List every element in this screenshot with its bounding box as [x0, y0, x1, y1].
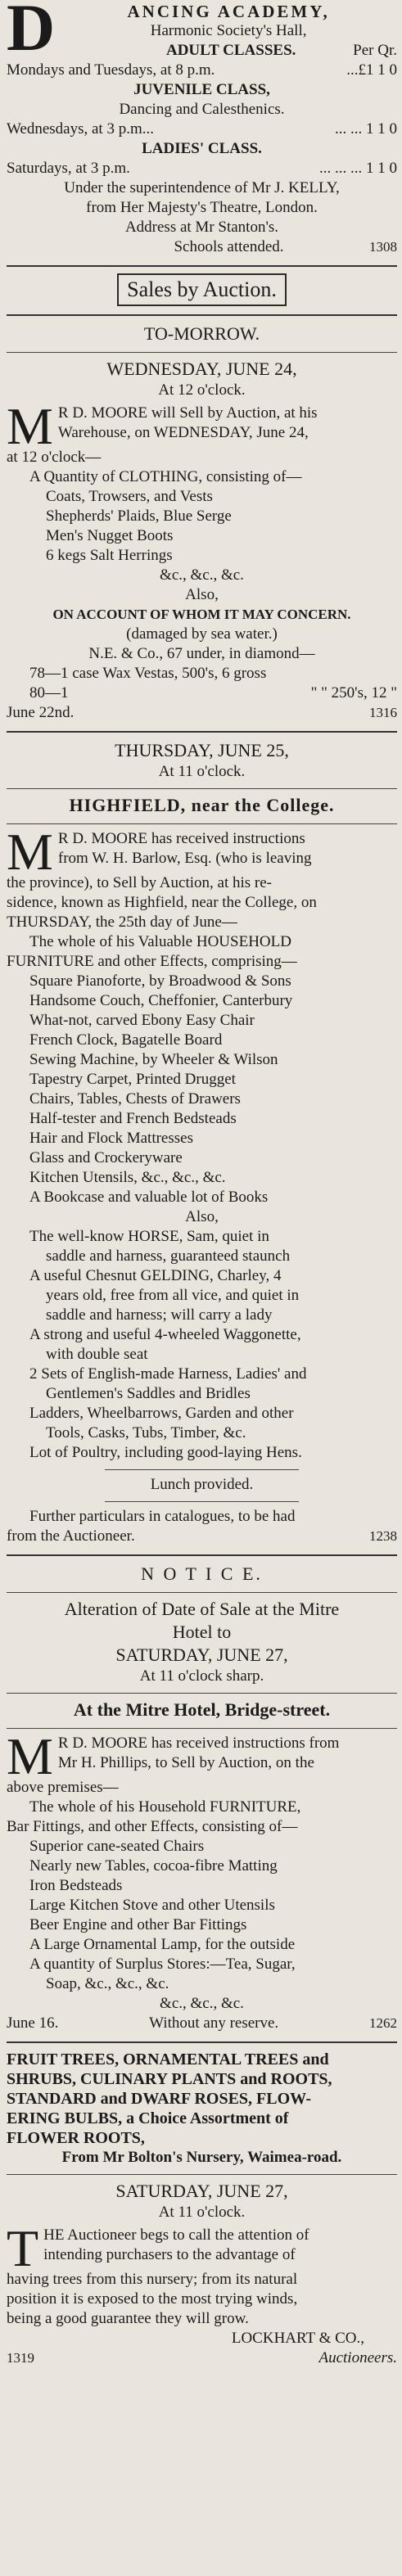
further-line: Further particulars in catalogues, to be had [29, 1508, 296, 1525]
divider [7, 1554, 397, 1556]
divider [7, 1693, 397, 1694]
item: saddle and harness, guaranteed staunch [46, 1247, 291, 1265]
divider [7, 731, 397, 733]
lunch: Lunch provided. [150, 1476, 254, 1493]
item: Chairs, Tables, Chests of Drawers [29, 1090, 241, 1108]
quantity-line: A Quantity of CLOTHING, consisting of— [29, 468, 302, 485]
fruit-time: At 11 o'clock. [158, 2204, 246, 2221]
fruit-trees-ad [7, 2050, 397, 2368]
item: Handsome Couch, Cheffonier, Canterbury [29, 992, 293, 1009]
alteration-line: Alteration of Date of Sale at the Mitre [64, 1599, 340, 1619]
thursday-ad [7, 739, 397, 1546]
superintendence: Under the superintendence of Mr J. KELLY, [64, 179, 340, 196]
case-line: 80—1 [29, 684, 69, 702]
theatre: from Her Majesty's Theatre, London. [86, 199, 318, 216]
auction-header: Sales by Auction. [117, 273, 287, 306]
intro-line: R D. MOORE has received instructions [57, 830, 305, 847]
tomorrow-time: At 12 o'clock. [158, 381, 246, 399]
item: Men's Nugget Boots [46, 527, 174, 544]
whole-line: FURNITURE and other Effects, comprising— [7, 953, 297, 970]
item: Kitchen Utensils, &c., &c., &c. [29, 1169, 226, 1186]
etc: &c., &c., &c. [160, 566, 244, 584]
per-qr: Per Qr. [353, 42, 397, 59]
item: Ladders, Wheelbarrows, Garden and other [29, 1405, 294, 1422]
fruit-line: FRUIT TREES, ORNAMENTAL TREES and [7, 2050, 329, 2068]
hall: Harmonic Society's Hall, [150, 22, 307, 39]
drop-cap: M [7, 397, 53, 455]
ad-number: 1316 [369, 705, 397, 720]
item: years old, free from all vice, and quiet in [46, 1287, 300, 1304]
ad-title: ANCING ACADEMY, [127, 2, 330, 21]
ladies-price: ... ... ... 1 1 0 [319, 160, 397, 177]
item: Tools, Casks, Tubs, Timber, &c. [46, 1424, 246, 1441]
marks: N.E. & Co., 67 under, in diamond— [88, 645, 315, 662]
dancing-academy-ad [7, 2, 397, 257]
divider [7, 352, 397, 353]
ladies-line: Saturdays, at 3 p.m. [7, 160, 130, 177]
item: Tapestry Carpet, Printed Drugget [29, 1071, 236, 1088]
divider [7, 788, 397, 789]
signature: LOCKHART & CO., [231, 2330, 364, 2347]
ad-number: 1319 [7, 2350, 34, 2366]
adult-price: ...£1 1 0 [346, 61, 397, 79]
intro-line: above premises— [7, 1779, 119, 1796]
intro-line: Mr H. Phillips, to Sell by Auction, on the [57, 1754, 314, 1771]
item: Lot of Poultry, including good-laying Hens. [29, 1444, 302, 1461]
ladies-head: LADIES' CLASS. [142, 140, 262, 157]
divider [7, 2174, 397, 2175]
fruit-line: STANDARD and DWARF ROSES, FLOW- [7, 2090, 312, 2108]
dateline: June 16. [7, 2014, 59, 2032]
notice-ad [7, 1563, 397, 2033]
tomorrow-date: WEDNESDAY, JUNE 24, [106, 359, 297, 379]
divider [7, 265, 397, 267]
notice-place: At the Mitre Hotel, Bridge-street. [73, 1699, 331, 1720]
intro-line: R D. MOORE will Sell by Auction, at his [57, 404, 318, 422]
intro-line: Warehouse, on WEDNESDAY, June 24, [57, 424, 309, 441]
item: What-not, carved Ebony Easy Chair [29, 1012, 255, 1029]
divider [7, 1592, 397, 1593]
item: Beer Engine and other Bar Fittings [29, 1916, 247, 1933]
item: Large Kitchen Stove and other Utensils [29, 1897, 275, 1914]
intro-line: THURSDAY, the 25th day of June— [7, 914, 237, 931]
item: Nearly new Tables, cocoa-fibre Matting [29, 1857, 278, 1874]
item: A strong and useful 4-wheeled Waggonette, [29, 1326, 301, 1343]
item: saddle and harness; will carry a lady [46, 1306, 273, 1324]
intro-line: sidence, known as Highfield, near the College, on [7, 894, 317, 911]
item: Gentlemen's Saddles and Bridles [46, 1385, 251, 1402]
fruit-line: SHRUBS, CULINARY PLANTS and ROOTS, [7, 2070, 332, 2088]
divider [105, 1501, 299, 1502]
intro-line: R D. MOORE has received instructions from [57, 1735, 340, 1752]
auction-header-wrap [7, 273, 397, 306]
juvenile-price: ... ... 1 1 0 [335, 120, 397, 138]
divider [7, 823, 397, 824]
schools: Schools attended. [174, 238, 284, 255]
item: Shepherds' Plaids, Blue Serge [46, 508, 232, 525]
whole-line: The whole of his Household FURNITURE, [29, 1798, 301, 1816]
item: The well-know HORSE, Sam, quiet in [29, 1228, 269, 1245]
notice-head: N O T I C E. [141, 1563, 263, 1584]
item: Glass and Crockeryware [29, 1149, 183, 1166]
case-line: 78—1 case Wax Vestas, 500's, 6 gross [29, 665, 267, 682]
damaged: (damaged by sea water.) [126, 625, 278, 643]
drop-cap: M [7, 1727, 53, 1785]
highfield-title: HIGHFIELD, near the College. [69, 795, 335, 815]
body-line: having trees from this nursery; from its natural [7, 2271, 298, 2288]
drop-cap: M [7, 823, 53, 881]
divider [7, 1728, 397, 1729]
divider [105, 1469, 299, 1470]
intro-line: from W. H. Barlow, Esq. (who is leaving [57, 850, 312, 867]
drop-cap: D [7, 0, 56, 65]
etc: &c., &c., &c. [160, 1995, 244, 2012]
body-line: HE Auctioneer begs to call the attention of [43, 2226, 309, 2244]
item: 6 kegs Salt Herrings [46, 547, 173, 564]
item: Superior cane-seated Chairs [29, 1838, 205, 1855]
alteration-line: Hotel to [172, 1622, 232, 1642]
fruit-line: ERING BULBS, a Choice Assortment of [7, 2109, 289, 2127]
item: Soap, &c., &c., &c. [46, 1975, 169, 1992]
drop-cap: T [7, 2219, 39, 2277]
body-line: intending purchasers to the advantage of [43, 2246, 296, 2263]
case-line: " " 250's, 12 " [310, 684, 397, 702]
juvenile-sub: Dancing and Calesthenics. [119, 101, 285, 118]
adult-head: ADULT CLASSES. [165, 42, 296, 59]
dateline: June 22nd. [7, 704, 75, 721]
reserve: Without any reserve. [149, 2014, 279, 2032]
fruit-line: FLOWER ROOTS, [7, 2129, 145, 2147]
whole-line: Bar Fittings, and other Effects, consisting of— [7, 1818, 298, 1835]
intro-line: at 12 o'clock— [7, 449, 102, 466]
item: A quantity of Surplus Stores:—Tea, Sugar, [29, 1956, 296, 1973]
address: Address at Mr Stanton's. [124, 219, 279, 236]
tomorrow-ad [7, 323, 397, 723]
item: Half-tester and French Bedsteads [29, 1110, 237, 1127]
notice-date: SATURDAY, JUNE 27, [115, 1644, 288, 1665]
item: A Large Ornamental Lamp, for the outside [29, 1936, 296, 1953]
item: French Clock, Bagatelle Board [29, 1031, 223, 1049]
adult-line: Mondays and Tuesdays, at 8 p.m. [7, 61, 215, 79]
further-line: from the Auctioneer. [7, 1527, 135, 1545]
fruit-date: SATURDAY, JUNE 27, [115, 2181, 288, 2201]
item: A useful Chesnut GELDING, Charley, 4 [29, 1267, 282, 1284]
also: Also, [185, 586, 219, 603]
item: with double seat [46, 1346, 148, 1363]
item: Iron Bedsteads [29, 1877, 123, 1894]
also: Also, [185, 1208, 219, 1225]
notice-time: At 11 o'clock sharp. [139, 1667, 264, 1685]
ad-number: 1308 [369, 239, 397, 255]
ad-number: 1262 [369, 2015, 397, 2031]
item: Coats, Trowsers, and Vests [46, 488, 213, 505]
body-line: position it is exposed to the most trying winds, [7, 2290, 298, 2308]
thursday-date: THURSDAY, JUNE 25, [115, 740, 289, 760]
body-line: being a good guarantee they will grow. [7, 2310, 249, 2327]
item: Square Pianoforte, by Broadwood & Sons [29, 972, 291, 990]
account-line: ON ACCOUNT OF WHOM IT MAY CONCERN. [52, 607, 351, 622]
signature-role: Auctioneers. [318, 2349, 397, 2366]
item: Hair and Flock Mattresses [29, 1130, 193, 1147]
item: 2 Sets of English-made Harness, Ladies' and [29, 1365, 307, 1383]
intro-line: the province), to Sell by Auction, at his re- [7, 874, 272, 891]
juvenile-line: Wednesdays, at 3 p.m... [7, 120, 154, 138]
juvenile-head: JUVENILE CLASS, [133, 81, 270, 98]
whole-line: The whole of his Valuable HOUSEHOLD [29, 933, 291, 950]
tomorrow-head: TO-MORROW. [143, 323, 260, 344]
ad-number: 1238 [369, 1528, 397, 1544]
thursday-time: At 11 o'clock. [158, 763, 246, 780]
divider [7, 314, 397, 316]
nursery-line: From Mr Bolton's Nursery, Waimea-road. [61, 2149, 342, 2166]
divider [7, 2041, 397, 2043]
item: A Bookcase and valuable lot of Books [29, 1189, 269, 1206]
item: Sewing Machine, by Wheeler & Wilson [29, 1051, 278, 1068]
